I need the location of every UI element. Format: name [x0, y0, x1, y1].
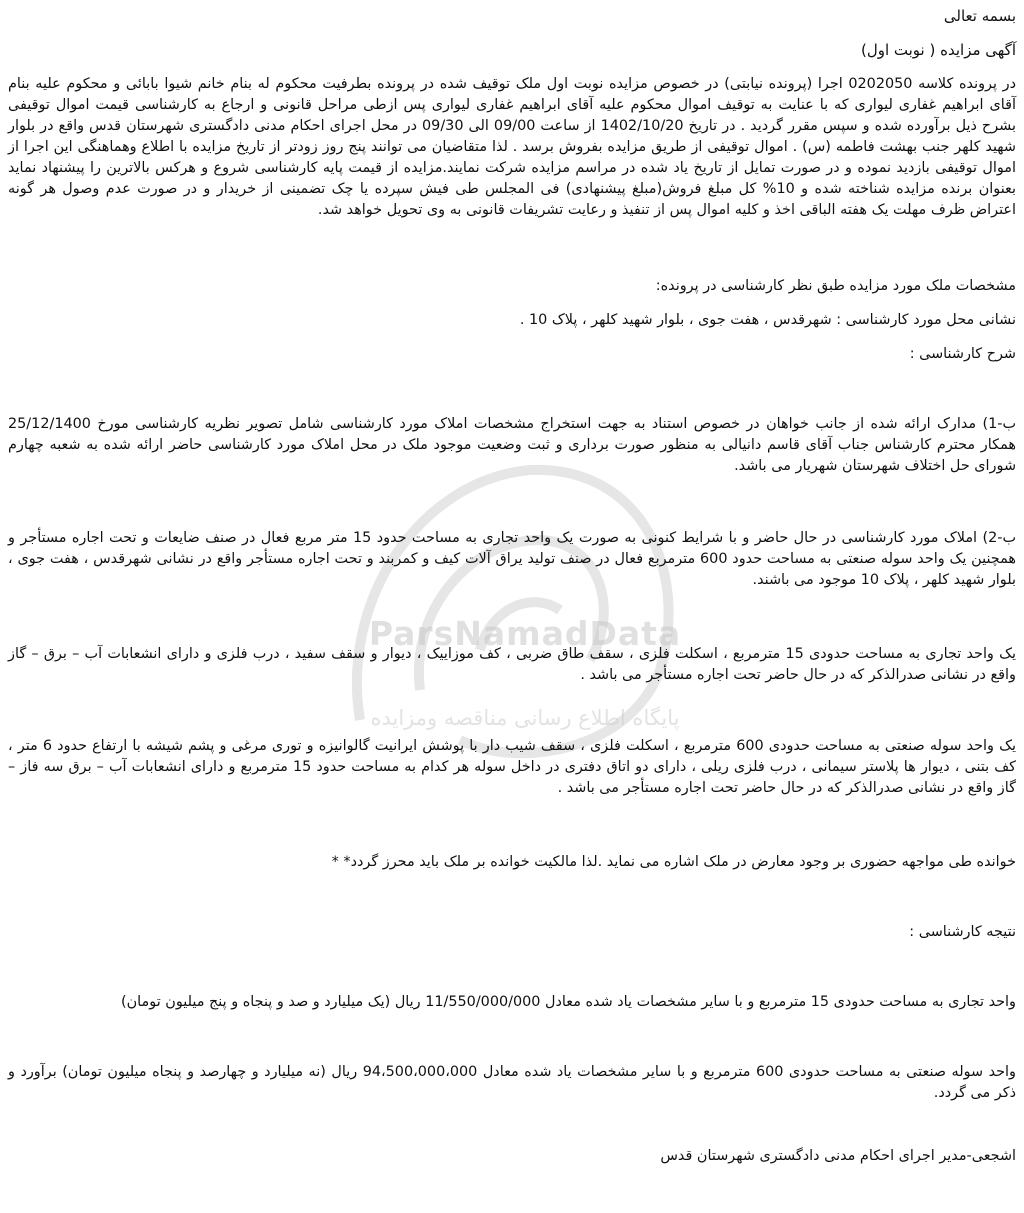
intro-paragraph: در پرونده کلاسه 0202050 اجرا (پرونده نیابتی) در خصوص مزایده نوبت اول ملک توقیف شده در پرونده بطرفیت محکوم له بنام خانم شیوا بابائی و محکوم علیه بنام آقای ابراهیم غفاری لیواری که با عنایت به توقیف اموال محکوم علیه آقای ابراهیم غفاری لیواری پس ازطی مراحل قانونی و ارجاع به کارشناسی قیمت اموال توقیفی بشرح ذیل برآورده شده و سپس مقرر گردید . در تاریخ 1402/10/20 از ساعت 09/00 الی 09/30 در محل اجرای احکام مدنی دادگستری شهرستان قدس واقع در بلوار شهید کلهر جنب بهشت فاطمه (س) . اموال توقیفی از طریق مزایده بفروش برسد . لذا متقاضیان می توانند پنج روز زودتر از تاریخ مزایده با اطلاع وهماهنگی این اجرا از اموال توقیفی بازدید نموده و در صورت تمایل از تاریخ یاد شده در مراسم مزایده شرکت نمایند.مزایده از قیمت پایه کارشناسی شروع و هرکس بالاترین را پیشنهاد نماید بعنوان برنده مزایده شناخته شده و 10% کل مبلغ فروش(مبلغ پیشنهادی) فی المجلس طی فیش سپرده یا چک تضمینی از خریدار و در صورت عدم وصول هر گونه اعتراض ظرف مهلت یک هفته الباقی اخذ و کلیه اموال پس از تنفیذ و رعایت تشریفات قانونی به وی تحویل خواهد شد. — [8, 76, 1016, 218]
watermark-tagline: پایگاه اطلاع رسانی مناقصه ومزایده — [370, 706, 680, 730]
specs-heading: مشخصات ملک مورد مزایده طبق نظر کارشناسی در پرونده: — [655, 278, 1016, 294]
result-industrial: واحد سوله صنعتی به مساحت حدودی 600 مترمربع و با سایر مشخصات یاد شده معادل 94،500،000،000 ریال (نه میلیارد و چهارصد و پنجاه میلیون تومان) برآورد و ذکر می گردد. — [8, 1064, 1016, 1101]
basmala: بسمه تعالی — [943, 7, 1016, 25]
result-commercial: واحد تجاری به مساحت حدودی 15 مترمربع و با سایر مشخصات یاد شده معادل 11/550/000/000 ریال (یک میلیارد و صد و پنجاه و پنج میلیون تومان) — [120, 994, 1016, 1010]
notice-title: آگهی مزایده ( نوبت اول) — [860, 41, 1016, 59]
watermark-brand: ParsNamadData — [368, 614, 682, 653]
commercial-unit-desc: یک واحد تجاری به مساحت حدودی 15 مترمربع ، اسکلت فلزی ، سقف طاق ضربی ، کف موزاییک ، دیوار و سقف سفید ، درب فلزی و دارای انشعابات آب – برق – گاز واقع در نشانی صدرالذکر که در حال حاضر تحت اجاره مستأجر می باشد . — [8, 646, 1016, 683]
expert-desc-heading: شرح کارشناسی : — [909, 346, 1016, 362]
property-address: نشانی محل مورد کارشناسی : شهرقدس ، هفت جوی ، بلوار شهید کلهر ، پلاک 10 . — [519, 312, 1016, 328]
paragraph-b1: ب-1) مدارک ارائه شده از جانب خواهان در خصوص استناد به جهت استخراج مشخصات املاک مورد کارشناسی شامل تصویر نظریه کارشناسی مورخ 25/12/1400 همکار محترم کارشناس جناب آقای قاسم دانیالی به منظور صورت برداری و ثبت وضعیت موجود ملک در محل املاک مورد کارشناسی حاضر ارائه شده به شعبه چهارم شورای حل اختلاف شهرستان شهریار می باشد. — [8, 416, 1016, 474]
signature: اشجعی-مدیر اجرای احکام مدنی دادگستری شهرستان قدس — [660, 1148, 1016, 1164]
opposition-note: خوانده طی مواجهه حضوری بر وجود معارض در ملک اشاره می نماید .لذا مالکیت خوانده بر ملک باید محرز گردد* * — [331, 854, 1016, 870]
industrial-unit-desc: یک واحد سوله صنعتی به مساحت حدودی 600 مترمربع ، اسکلت فلزی ، سقف شیب دار با پوشش ایرانیت گالوانیزه و توری مرغی و پشم شیشه با ارتفاع حدود 6 متر ، کف بتنی ، دیوار ها پلاستر سیمانی ، درب فلزی ریلی ، دارای دو اتاق دفتری در داخل سوله هر کدام به مساحت حدود 15 مترمربع و دارای انشعابات آب – برق سه فاز – گاز واقع در نشانی صدرالذکر که در حال حاضر تحت اجاره مستأجر می باشد . — [8, 738, 1017, 796]
result-heading: نتیجه کارشناسی : — [909, 924, 1016, 940]
paragraph-b2: ب-2) املاک مورد کارشناسی در حال حاضر و با شرایط کنونی به صورت یک واحد تجاری به مساحت حدود 15 متر مربع فعال در صنف ضایعات و تحت اجاره مستأجر و همچنین یک واحد سوله صنعتی به مساحت حدود 600 مترمربع فعال در صنف تولید یراق آلات کیف و کمربند و تحت اجاره مستأجر واقع در نشانی شهرقدس ، هفت جوی ، بلوار شهید کلهر ، پلاک 10 موجود می باشند. — [8, 530, 1016, 588]
